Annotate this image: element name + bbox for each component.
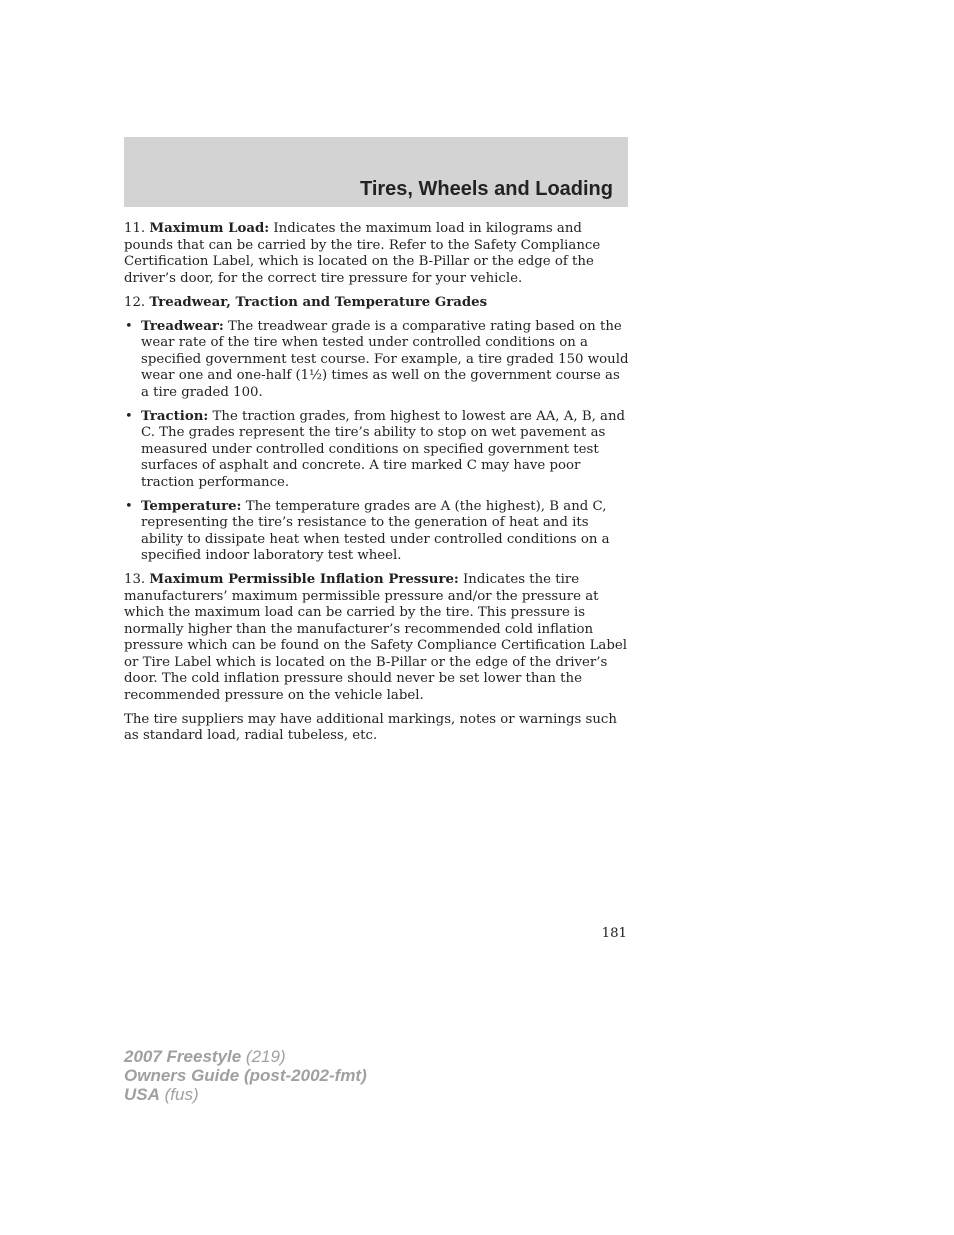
section-title: Tires, Wheels and Loading (359, 178, 613, 200)
item-11-label: Maximum Load: (149, 221, 270, 236)
closing-paragraph: The tire suppliers may have additional markings, notes or warnings such as standard load, radial tubeless, etc. (124, 711, 617, 743)
item-11-text: Indicates the maximum load in kilograms and pounds that can be carried by the tire. Refer to the Safety Compliance Certification Label, which is located on the B-Pillar or the edge of the driver’s door, for the correct tire pressure for your vehicle. (124, 221, 601, 286)
item-13-label: Maximum Permissible Inflation Pressure: (149, 572, 459, 587)
page-number: 181 (601, 926, 627, 941)
footer-model: 2007 Freestyle (124, 1047, 242, 1066)
footer-market: USA (124, 1085, 160, 1104)
traction-text: The traction grades, from highest to lowest are AA, A, B, and C. The grades represent the tire’s ability to stop on wet pavement as measured under controlled conditions on specified government test surfaces of asphalt and concrete. A tire marked C may have poor traction performance. (141, 408, 626, 490)
list-item-treadwear (124, 319, 630, 402)
footer-market-code: (fus) (159, 1085, 199, 1104)
page-content (124, 221, 630, 752)
bullet-icon: • (125, 408, 133, 424)
footer-guide: Owners Guide (post-2002-fmt) (124, 1066, 367, 1085)
item-12-label: Treadwear, Traction and Temperature Grades (149, 294, 488, 310)
document-footer (124, 1047, 367, 1104)
footer-line-guide (124, 1066, 367, 1085)
bullet-icon: • (125, 318, 133, 334)
item-13-number: 13. (124, 572, 150, 587)
treadwear-label: Treadwear: (141, 318, 224, 334)
item-11-number: 11. (124, 221, 150, 236)
footer-line-model (124, 1047, 367, 1066)
section-header-band (124, 137, 628, 207)
item-12-number: 12. (124, 294, 150, 310)
traction-label: Traction: (141, 408, 209, 424)
list-item-traction (124, 409, 630, 492)
bullet-icon: • (125, 498, 133, 514)
item-13-inflation-pressure (124, 572, 630, 704)
item-12-grades-heading (124, 295, 630, 312)
footer-line-market (124, 1085, 367, 1104)
temperature-label: Temperature: (141, 498, 242, 514)
item-13-text: Indicates the tire manufacturers’ maximum permissible pressure and/or the pressure at which the maximum load can be carried by the tire. This pressure is normally higher than the manufacturer’s recommended cold inflation pressure which can be found on the Safety Compliance Certification Label or Tire Label which is located on the B-Pillar or the edge of the driver’s door. The cold inflation pressure should never be set lower than the recommended pressure on the vehicle label. (124, 572, 627, 703)
list-item-temperature (124, 499, 630, 565)
treadwear-text: The treadwear grade is a comparative rating based on the wear rate of the tire when tested under controlled conditions on a specified government test course. For example, a tire graded 150 would wear one and one-half (1½) times as well on the government course as a tire graded 100. (141, 318, 629, 400)
footer-model-code: (219) (241, 1047, 286, 1066)
item-11-maximum-load (124, 221, 630, 287)
temperature-text: The temperature grades are A (the highest), B and C, representing the tire’s resistance to the generation of heat and its ability to dissipate heat when tested under controlled conditions on a specified indoor laboratory test wheel. (141, 498, 610, 563)
grades-list (124, 319, 630, 565)
